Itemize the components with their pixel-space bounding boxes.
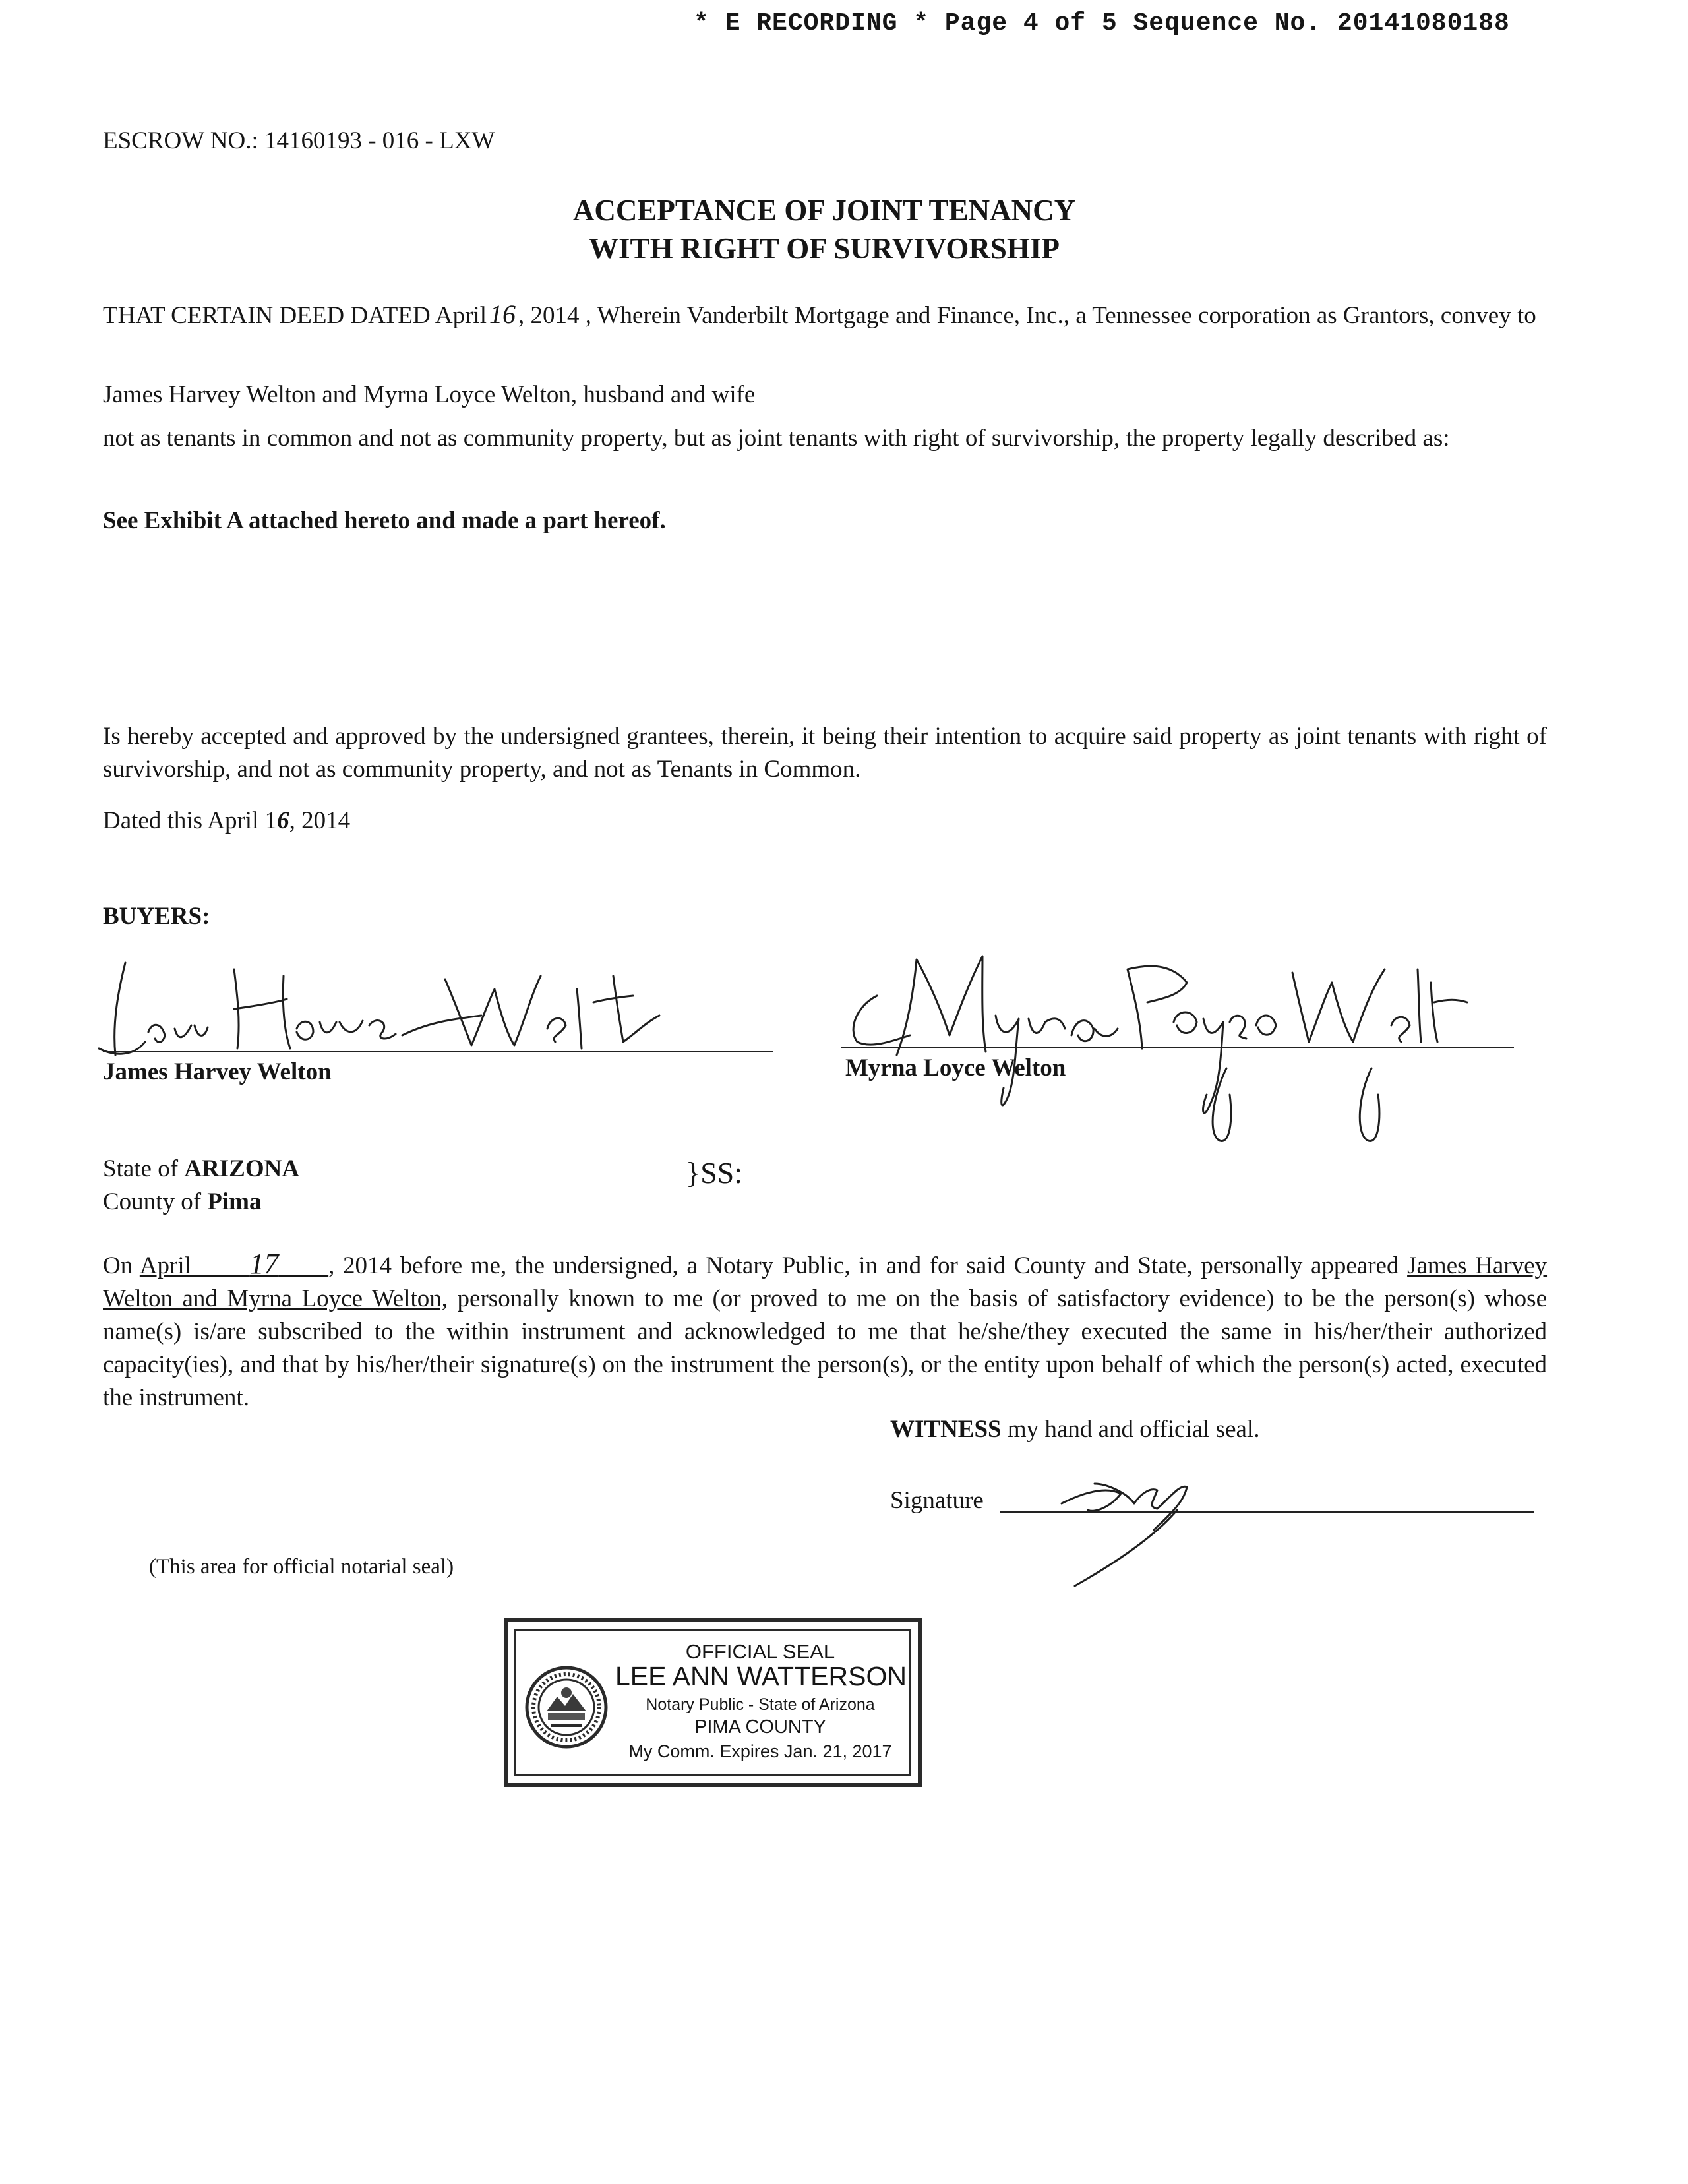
notarial-seal-area-note: (This area for official notarial seal): [149, 1555, 454, 1579]
witness-line: [890, 1415, 1259, 1443]
buyer2-name: Myrna Loyce Welton: [845, 1054, 1066, 1081]
deed-handwritten-day: 16: [489, 299, 516, 329]
witness-rest: my hand and official seal.: [1001, 1416, 1260, 1443]
seal-county: PIMA COUNTY: [694, 1716, 826, 1738]
buyer2-signature-line: [841, 1047, 1514, 1048]
ack-on: On: [103, 1252, 133, 1279]
notary-signature-label: Signature: [890, 1487, 984, 1514]
notary-signature: [1048, 1457, 1240, 1589]
grantees: James Harvey Welton and Myrna Loyce Welton, husband and wife: [103, 381, 756, 408]
exhibit-reference: See Exhibit A attached hereto and made a part hereof.: [103, 507, 666, 534]
dated-prefix: Dated this April 1: [103, 807, 278, 834]
ack-month: April 17: [139, 1248, 279, 1280]
seal-inner-border: [514, 1629, 911, 1776]
venue-state-prefix: State of: [103, 1155, 185, 1182]
ack-body: personally known to me (or proved to me on the basis of satisfactory evidence) to be the person(s) whose name(s) is/are subscribed to the within instrument and acknowledged to me that he/she/they executed the same in his/her/their authorized capacity(ies), and that by his/her/their signature(s) on the instrument the person(s), or the entity upon behalf of which the person(s) acted, executed the instrument.: [103, 1285, 1548, 1411]
seal-title: OFFICIAL SEAL: [685, 1640, 835, 1663]
ack-persons: James Harvey Welton and Myrna Loyce Welton,: [103, 1252, 1548, 1312]
recording-header: * E RECORDING * Page 4 of 5 Sequence No. 20141080188: [694, 9, 1510, 38]
dated-suffix: , 2014: [289, 807, 351, 834]
venue-county-prefix: County of: [103, 1188, 208, 1215]
tenancy-text: not as tenants in common and not as community property, but as joint tenants with right of survivorship, the property legally described as:: [103, 425, 1450, 452]
buyer1-name: James Harvey Welton: [103, 1058, 332, 1085]
notary-venue: [103, 1153, 299, 1219]
official-notary-seal: [504, 1618, 922, 1787]
title-line-1: ACCEPTANCE OF JOINT TENANCY: [572, 194, 1076, 227]
buyers-label: BUYERS:: [103, 903, 210, 930]
deed-suffix: , 2014 , Wherein Vanderbilt Mortgage and Finance, Inc., a Tennessee corporation as Grantors, convey to: [518, 302, 1536, 329]
arizona-state-seal-icon: [524, 1665, 609, 1749]
title-line-2: WITH RIGHT OF SURVIVORSHIP: [589, 232, 1060, 265]
seal-notary-name: LEE ANN WATTERSON: [615, 1661, 907, 1691]
acceptance-paragraph: Is hereby accepted and approved by the undersigned grantees, therein, it being their intention to acquire said property as joint tenants with right of survivorship, and not as community property, and not as Tenants in Common.: [103, 723, 1547, 783]
notary-acknowledgment: [103, 1248, 1547, 1414]
venue-state: ARIZONA: [184, 1155, 300, 1182]
venue-county-line: [103, 1186, 299, 1219]
document-title: [422, 191, 1226, 268]
venue-ss: }SS:: [686, 1156, 743, 1190]
ack-day: 17: [249, 1248, 279, 1280]
buyer1-signature-line: [103, 1051, 773, 1052]
venue-county: Pima: [207, 1188, 262, 1215]
escrow-number: ESCROW NO.: 14160193 - 016 - LXW: [103, 127, 495, 154]
buyer2-signature: [818, 943, 1477, 1154]
venue-state-line: [103, 1153, 299, 1186]
seal-notary-public: Notary Public - State of Arizona: [646, 1695, 875, 1714]
deed-prefix: THAT CERTAIN DEED DATED April: [103, 302, 487, 329]
seal-commission-expiry: My Comm. Expires Jan. 21, 2017: [628, 1742, 892, 1761]
dated-handwritten: 6: [277, 807, 289, 834]
dated-line: [103, 804, 1547, 837]
buyer1-signature: [86, 950, 679, 1075]
ack-year-text: , 2014 before me, the undersigned, a Notary Public, in and for said County and State, personally appeared: [328, 1252, 1399, 1279]
witness-bold: WITNESS: [890, 1416, 1002, 1443]
deed-paragraph: [103, 298, 1547, 332]
